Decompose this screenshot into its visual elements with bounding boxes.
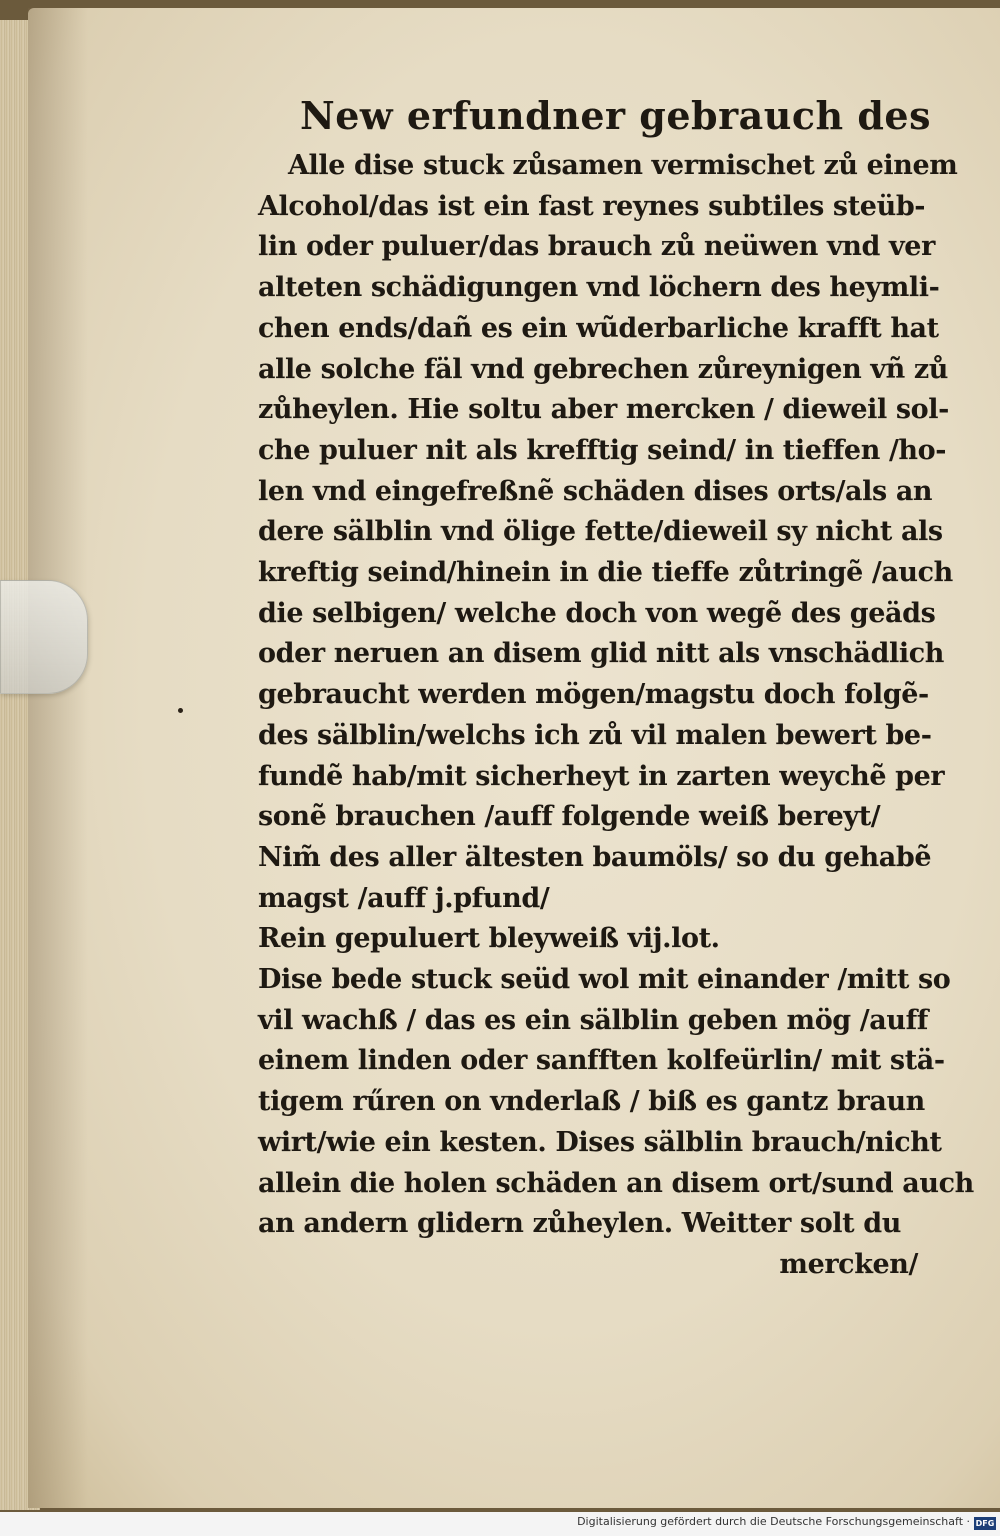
text-line: des sälblin/welchs ich zů vil malen bewert be- [258,719,932,751]
text-line: lin oder puluer/das brauch zů neüwen vnd ver [258,231,935,263]
text-line: Alle dise stuck zůsamen vermischet zů einem [288,150,958,181]
text-line: fundẽ hab/mit sicherheyt in zarten weychẽ per [258,760,945,792]
text-line: len vnd eingefreßnẽ schäden dises orts/als an [258,475,933,507]
text-line: Dise bede stuck seüd wol mit einander /mitt so [258,964,951,996]
dfg-logo: DFG [975,1519,995,1528]
text-line: Rein gepuluert bleyweiß vij.lot. [258,923,720,955]
body-text [258,146,974,1286]
text-line: wirt/wie ein kesten. Dises sälblin brauch/nicht [258,1126,942,1158]
text-line: magst /auff j.pfund/ [258,882,550,914]
text-line: einem linden oder sanfften kolfeürlin/ mit stä- [258,1045,945,1077]
page-text-block [258,86,974,1286]
text-line: vil wachß / das es ein sälblin geben mög /auff [258,1004,928,1036]
text-line: Alcohol/das ist ein fast reynes subtiles steüb- [258,190,926,222]
footer-bar [0,1512,1000,1536]
text-line: an andern glidern zůheylen. Weitter solt du [258,1208,901,1240]
text-line: che puluer nit als krefftig seind/ in tieffen /ho- [258,434,947,466]
text-line: alteten schädigungen vnd löchern des heymli- [258,272,940,304]
text-line: die selbigen/ welche doch von wegẽ des geäds [258,597,936,629]
funding-credit: Digitalisierung gefördert durch die Deutsche Forschungsgemeinschaft · [577,1515,970,1528]
ink-spot [178,708,183,713]
text-line: alle solche fäl vnd gebrechen zůreynigen vñ zů [258,353,948,385]
text-line: gebraucht werden mögen/magstu doch folgẽ- [258,679,929,711]
book-clip [0,580,88,694]
text-line: tigem rűren on vnderlaß / biß es gantz braun [258,1086,925,1118]
text-line: chen ends/dañ es ein wũderbarliche krafft hat [258,312,939,344]
text-line: allein die holen schäden an disem ort/sund auch [258,1167,974,1199]
text-line: zůheylen. Hie soltu aber mercken / dieweil sol- [258,394,949,426]
text-line: oder neruen an disem glid nitt als vnschädlich [258,638,944,670]
text-line: sonẽ brauchen /auff folgende weiß bereyt/ [258,801,881,833]
catchword: mercken/ [779,1248,918,1280]
text-line: Nim̃ des aller ältesten baumöls/ so du gehabẽ [258,841,932,873]
text-line: dere sälblin vnd ölige fette/dieweil sy nicht als [258,516,943,548]
running-header: New erfundner gebrauch des [300,93,932,138]
text-line: kreftig seind/hinein in die tieffe zůtringẽ /auch [258,557,953,589]
gutter-shadow [28,8,88,1508]
